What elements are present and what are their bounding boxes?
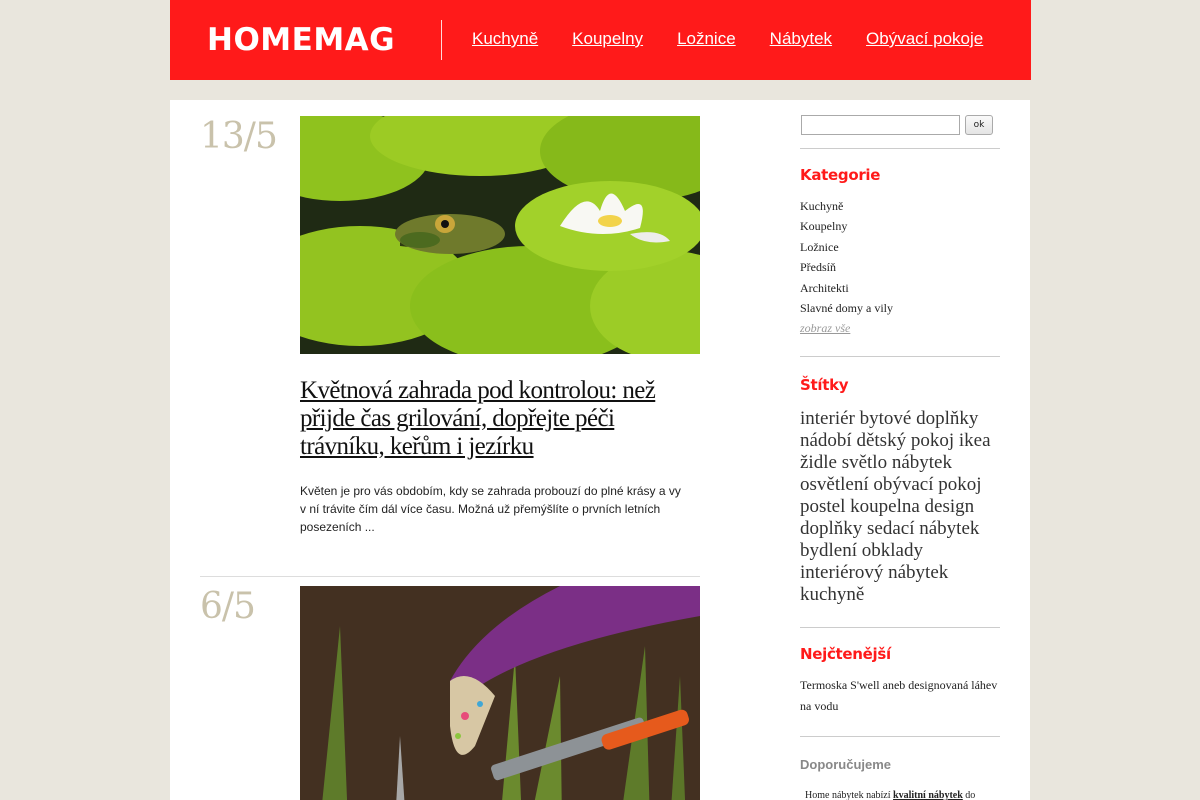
recommended-text — [805, 790, 1005, 800]
tag-link[interactable]: ikea — [958, 430, 991, 451]
sidebar-divider — [800, 148, 1000, 149]
tag-link[interactable]: židle — [800, 452, 837, 473]
recommended-text-after: do — [965, 790, 976, 800]
tag-link[interactable]: doplňky — [800, 518, 863, 539]
post-separator — [200, 576, 700, 577]
category-item[interactable]: Slavné domy a vily — [800, 301, 893, 316]
tag-link[interactable]: bytové doplňky — [859, 408, 979, 429]
tag-link[interactable]: koupelna — [850, 496, 920, 517]
nav-item-nabytek[interactable]: Nábytek — [769, 29, 833, 48]
nav-item-kuchyne[interactable]: Kuchyně — [472, 29, 539, 48]
post-date: 6/5 — [200, 586, 255, 627]
recommended-link[interactable]: kvalitní nábytek — [893, 790, 963, 800]
sidebar-divider — [800, 356, 1000, 357]
header-divider — [441, 20, 442, 60]
tag-link[interactable]: sedací nábytek — [867, 518, 980, 539]
search-input[interactable] — [801, 115, 960, 135]
category-item[interactable]: Architekti — [800, 280, 849, 295]
category-item[interactable]: Kuchyně — [800, 199, 844, 213]
tag-link[interactable]: interiér — [800, 408, 855, 429]
post-image-garden[interactable] — [300, 586, 700, 800]
search-ok-button[interactable]: ok — [965, 115, 993, 135]
post-image-frog[interactable] — [300, 116, 700, 354]
tag-link[interactable]: interiérový nábytek — [800, 562, 949, 583]
sidebar-divider — [800, 627, 1000, 628]
tag-link[interactable]: dětský pokoj — [856, 430, 955, 451]
post-title-link[interactable]: Květnová zahrada pod kontrolou: než přijde čas grilování, dopřejte péči trávníku, keřům i jezírku — [300, 377, 656, 460]
tag-link[interactable]: kuchyně — [800, 584, 865, 605]
tag-link[interactable]: nábytek — [891, 452, 952, 473]
tag-link[interactable]: obklady — [861, 540, 923, 561]
post-date: 13/5 — [200, 116, 277, 157]
categories-heading: Kategorie — [800, 166, 881, 184]
main-nav — [472, 27, 1017, 51]
popular-item-link[interactable]: Termoska S'well aneb designovaná láhev na vodu — [800, 678, 998, 713]
category-item[interactable]: Ložnice — [800, 239, 839, 254]
frog-lily-illustration — [300, 116, 700, 354]
category-item[interactable]: Koupelny — [800, 219, 848, 234]
tag-link[interactable]: bydlení — [800, 540, 857, 561]
sidebar-divider — [800, 736, 1000, 737]
garden-illustration — [300, 586, 700, 800]
tag-link[interactable]: osvětlení — [800, 474, 869, 495]
tag-link[interactable]: nádobí — [800, 430, 852, 451]
site-header — [170, 0, 1031, 80]
tag-cloud — [800, 408, 1000, 606]
recommended-heading: Doporučujeme — [800, 757, 892, 772]
popular-heading: Nejčtenější — [800, 645, 891, 663]
post-excerpt: Květen je pro vás obdobím, kdy se zahrada probouzí do plné krásy a vy v ní trávite čím dál více času. Možná už přemýšlíte o prvních letních posezeních ... — [300, 484, 681, 534]
show-all-categories-link[interactable]: zobraz vše — [800, 321, 851, 336]
tag-link[interactable]: design — [924, 496, 975, 517]
nav-item-loznice[interactable]: Ložnice — [677, 29, 736, 48]
nav-item-obyvaci-pokoje[interactable]: Obývací pokoje — [866, 29, 984, 48]
category-list — [800, 196, 893, 339]
site-logo[interactable]: HOMEMAG — [207, 22, 396, 58]
tag-link[interactable]: obývací pokoj — [873, 474, 982, 495]
category-item[interactable]: Předsíň — [800, 260, 836, 275]
tag-link[interactable]: světlo — [841, 452, 888, 473]
nav-item-koupelny[interactable]: Koupelny — [572, 29, 644, 48]
recommended-text-before: Home nábytek nabízí — [805, 790, 891, 800]
content-area — [170, 100, 1030, 800]
tags-heading: Štítky — [800, 376, 849, 394]
tag-link[interactable]: postel — [800, 496, 846, 517]
